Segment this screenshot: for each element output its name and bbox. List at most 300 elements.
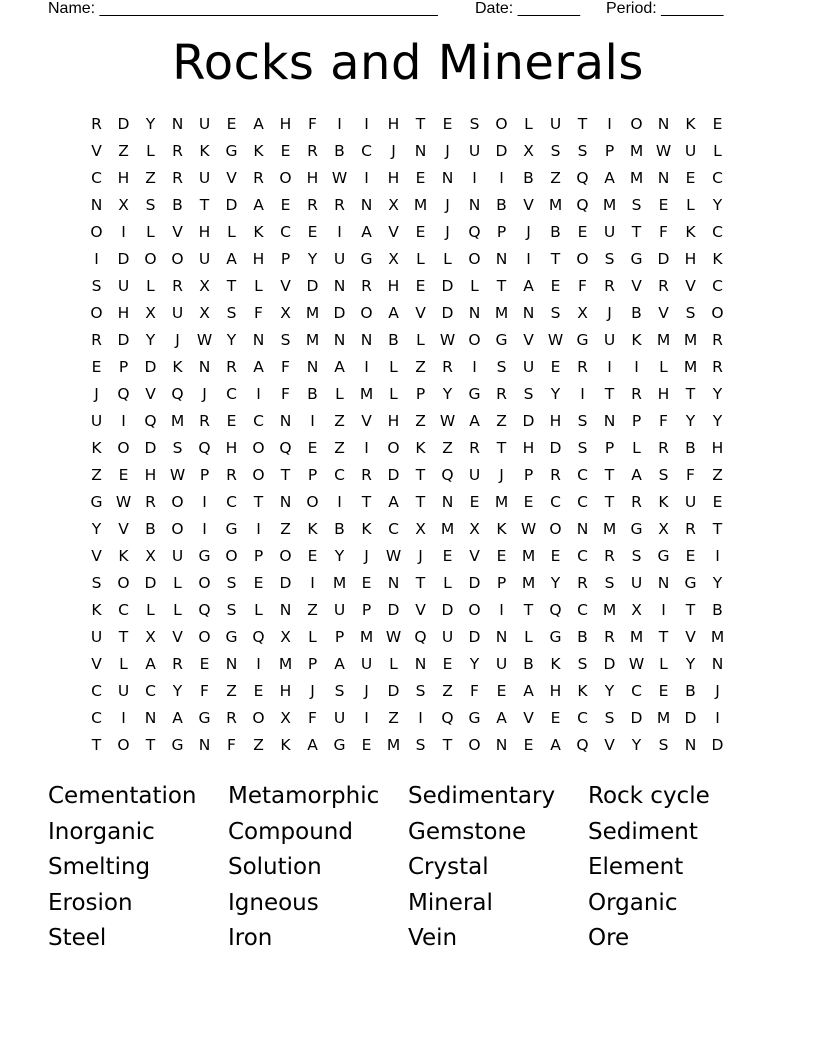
grid-letter: J — [364, 682, 369, 700]
grid-letter: N — [576, 520, 589, 538]
word-bank-item: Organic — [588, 889, 678, 916]
grid-letter: E — [307, 223, 318, 241]
grid-letter: Q — [414, 628, 427, 646]
grid-letter: G — [225, 520, 238, 538]
grid-letter: B — [685, 682, 696, 700]
grid-letter: W — [439, 331, 456, 349]
grid-letter: B — [307, 385, 318, 403]
grid-letter: A — [334, 358, 345, 376]
grid-letter: R — [631, 493, 642, 511]
grid-letter: D — [117, 331, 130, 349]
grid-letter: O — [468, 736, 481, 754]
grid-letter: Z — [388, 709, 399, 727]
grid-letter: U — [333, 709, 346, 727]
grid-letter: W — [331, 169, 348, 187]
grid-letter: M — [683, 331, 698, 349]
grid-letter: U — [333, 250, 346, 268]
grid-letter: I — [472, 358, 477, 376]
grid-letter: Q — [171, 385, 184, 403]
grid-letter: E — [442, 655, 453, 673]
grid-letter: O — [171, 250, 184, 268]
grid-letter: R — [577, 574, 588, 592]
grid-letter: J — [310, 682, 315, 700]
grid-letter: F — [281, 385, 290, 403]
grid-letter: M — [278, 655, 293, 673]
grid-letter: C — [334, 466, 345, 484]
grid-letter: W — [196, 331, 213, 349]
grid-letter: K — [685, 223, 696, 241]
word-bank-item: Ore — [588, 925, 630, 951]
grid-letter: Y — [145, 331, 156, 349]
word-bank-item: Smelting — [48, 854, 151, 880]
grid-letter: H — [117, 169, 130, 187]
grid-row — [83, 624, 733, 651]
grid-letter: R — [361, 466, 372, 484]
grid-letter: C — [577, 709, 588, 727]
grid-letter: O — [387, 439, 400, 457]
grid-letter: M — [305, 304, 320, 322]
grid-letter: L — [686, 196, 695, 214]
grid-row — [83, 651, 733, 678]
grid-letter: N — [198, 358, 211, 376]
grid-letter: U — [171, 304, 184, 322]
period-field-label: Period: _______ — [606, 0, 724, 17]
grid-letter: S — [577, 655, 588, 673]
grid-letter: U — [468, 142, 481, 160]
grid-letter: E — [469, 493, 480, 511]
grid-letter: C — [712, 277, 723, 295]
grid-letter: X — [469, 520, 480, 538]
grid-letter: U — [198, 169, 211, 187]
grid-letter: S — [469, 115, 480, 133]
grid-letter: I — [364, 709, 369, 727]
grid-letter: C — [145, 682, 156, 700]
grid-letter: V — [523, 331, 534, 349]
grid-letter: N — [684, 736, 697, 754]
grid-letter: E — [415, 277, 426, 295]
grid-row — [83, 273, 733, 300]
grid-letter: V — [280, 277, 291, 295]
grid-letter: J — [391, 142, 396, 160]
grid-letter: B — [523, 655, 534, 673]
grid-letter: E — [712, 493, 723, 511]
grid-letter: R — [712, 358, 723, 376]
grid-letter: N — [333, 277, 346, 295]
grid-letter: H — [279, 682, 292, 700]
grid-letter: Z — [442, 439, 453, 457]
grid-letter: Y — [631, 736, 642, 754]
grid-letter: L — [173, 574, 182, 592]
grid-letter: S — [145, 196, 156, 214]
grid-letter: Y — [442, 385, 453, 403]
grid-letter: U — [117, 277, 130, 295]
grid-letter: J — [715, 682, 720, 700]
grid-letter: P — [496, 223, 507, 241]
grid-letter: J — [607, 304, 612, 322]
grid-letter: I — [715, 547, 720, 565]
grid-letter: D — [603, 655, 616, 673]
grid-letter: C — [118, 601, 129, 619]
grid-letter: T — [496, 439, 507, 457]
grid-letter: V — [226, 169, 237, 187]
grid-letter: P — [118, 358, 129, 376]
grid-letter: T — [604, 466, 615, 484]
grid-letter: Q — [441, 709, 454, 727]
grid-letter: W — [439, 412, 456, 430]
grid-letter: T — [361, 493, 372, 511]
grid-letter: V — [685, 628, 696, 646]
grid-letter: R — [199, 412, 210, 430]
grid-letter: I — [364, 358, 369, 376]
grid-letter: P — [631, 412, 642, 430]
grid-letter: T — [415, 493, 426, 511]
grid-letter: K — [685, 115, 696, 133]
grid-letter: V — [415, 601, 426, 619]
grid-letter: K — [361, 520, 372, 538]
grid-letter: V — [523, 196, 534, 214]
grid-letter: F — [200, 682, 209, 700]
grid-letter: R — [604, 547, 615, 565]
grid-letter: V — [91, 142, 102, 160]
grid-letter: D — [657, 250, 670, 268]
grid-letter: N — [225, 655, 238, 673]
grid-letter: R — [226, 358, 237, 376]
grid-letter: A — [604, 169, 615, 187]
word-bank-item: Vein — [408, 925, 458, 951]
page-title: Rocks and Minerals — [172, 35, 644, 91]
grid-letter: K — [280, 736, 291, 754]
grid-letter: X — [145, 304, 156, 322]
grid-letter: L — [470, 277, 479, 295]
grid-letter: V — [91, 547, 102, 565]
grid-letter: K — [631, 331, 642, 349]
grid-letter: N — [468, 196, 481, 214]
grid-letter: Y — [145, 115, 156, 133]
grid-letter: G — [333, 736, 346, 754]
grid-letter: B — [685, 439, 696, 457]
grid-letter: M — [548, 196, 563, 214]
grid-letter: B — [631, 304, 642, 322]
grid-letter: G — [576, 331, 589, 349]
grid-letter: V — [685, 277, 696, 295]
grid-letter: Z — [307, 601, 318, 619]
grid-letter: C — [577, 601, 588, 619]
word-bank-item: Sediment — [588, 818, 698, 845]
grid-letter: W — [385, 628, 402, 646]
grid-letter: S — [685, 304, 696, 322]
grid-letter: G — [549, 628, 562, 646]
grid-letter: S — [631, 547, 642, 565]
grid-letter: R — [604, 628, 615, 646]
grid-letter: N — [387, 574, 400, 592]
grid-letter: Z — [415, 358, 426, 376]
grid-letter: G — [198, 547, 211, 565]
grid-letter: Y — [469, 655, 480, 673]
grid-letter: W — [169, 466, 186, 484]
grid-letter: J — [445, 223, 450, 241]
grid-row — [83, 597, 733, 624]
grid-letter: M — [602, 601, 617, 619]
grid-letter: I — [472, 169, 477, 187]
grid-letter: T — [631, 223, 642, 241]
grid-letter: S — [415, 736, 426, 754]
grid-letter: Q — [279, 439, 292, 457]
grid-letter: A — [334, 655, 345, 673]
grid-letter: N — [333, 331, 346, 349]
grid-letter: U — [90, 628, 103, 646]
grid-letter: Z — [415, 412, 426, 430]
grid-row — [83, 300, 733, 327]
grid-letter: C — [577, 547, 588, 565]
grid-letter: I — [364, 115, 369, 133]
word-bank-item: Igneous — [228, 889, 319, 916]
grid-letter: U — [171, 547, 184, 565]
grid-letter: I — [499, 169, 504, 187]
grid-letter: X — [280, 709, 291, 727]
word-bank-item: Gemstone — [408, 818, 527, 845]
grid-letter: T — [658, 628, 669, 646]
grid-letter: D — [117, 250, 130, 268]
grid-letter: K — [496, 520, 507, 538]
grid-letter: L — [443, 574, 452, 592]
word-bank-item: Cementation — [48, 783, 197, 809]
grid-letter: A — [631, 466, 642, 484]
grid-letter: D — [144, 358, 157, 376]
grid-letter: V — [172, 223, 183, 241]
grid-letter: C — [388, 520, 399, 538]
grid-letter: I — [499, 601, 504, 619]
grid-letter: C — [91, 682, 102, 700]
grid-letter: M — [629, 628, 644, 646]
name-field-label: Name: ______________________________________ — [48, 0, 438, 17]
grid-letter: Y — [550, 385, 561, 403]
grid-letter: Y — [550, 574, 561, 592]
grid-letter: Y — [91, 520, 102, 538]
grid-letter: T — [604, 385, 615, 403]
grid-letter: A — [253, 358, 264, 376]
grid-letter: P — [361, 601, 372, 619]
grid-letter: X — [658, 520, 669, 538]
grid-letter: I — [526, 250, 531, 268]
grid-letter: K — [91, 439, 102, 457]
grid-letter: M — [656, 709, 671, 727]
grid-letter: L — [389, 385, 398, 403]
grid-letter: F — [578, 277, 587, 295]
grid-letter: Z — [442, 682, 453, 700]
grid-letter: E — [496, 547, 507, 565]
word-bank-item: Steel — [48, 925, 107, 951]
grid-letter: J — [526, 223, 531, 241]
word-bank-item: Solution — [228, 854, 322, 880]
grid-letter: H — [549, 682, 562, 700]
grid-letter: R — [469, 439, 480, 457]
grid-letter: T — [685, 385, 696, 403]
grid-letter: H — [252, 250, 265, 268]
grid-letter: W — [115, 493, 132, 511]
grid-row — [83, 327, 733, 354]
grid-letter: X — [199, 277, 210, 295]
grid-letter: T — [91, 736, 102, 754]
grid-row — [83, 246, 733, 273]
grid-row — [83, 570, 733, 597]
grid-letter: Y — [226, 331, 237, 349]
grid-letter: R — [658, 439, 669, 457]
grid-letter: L — [416, 331, 425, 349]
grid-letter: T — [496, 277, 507, 295]
grid-letter: M — [602, 196, 617, 214]
word-bank-row — [48, 815, 768, 851]
grid-letter: Y — [712, 412, 723, 430]
grid-letter: O — [279, 169, 292, 187]
grid-row — [83, 516, 733, 543]
grid-letter: S — [577, 142, 588, 160]
grid-letter: N — [414, 142, 427, 160]
grid-letter: A — [550, 736, 561, 754]
grid-letter: I — [256, 385, 261, 403]
grid-letter: Q — [198, 439, 211, 457]
grid-letter: E — [415, 223, 426, 241]
grid-letter: D — [144, 574, 157, 592]
grid-letter: M — [332, 574, 347, 592]
word-bank-item: Sedimentary — [408, 783, 556, 809]
grid-letter: M — [440, 520, 455, 538]
grid-letter: D — [387, 682, 400, 700]
grid-letter: T — [415, 115, 426, 133]
grid-letter: C — [253, 412, 264, 430]
grid-letter: U — [441, 628, 454, 646]
grid-letter: L — [524, 628, 533, 646]
grid-letter: L — [308, 628, 317, 646]
grid-letter: I — [94, 250, 99, 268]
grid-letter: A — [253, 196, 264, 214]
grid-letter: S — [631, 196, 642, 214]
date-field-label: Date: _______ — [475, 0, 580, 17]
grid-letter: E — [496, 682, 507, 700]
grid-letter: A — [496, 709, 507, 727]
grid-letter: N — [171, 115, 184, 133]
grid-letter: N — [441, 493, 454, 511]
grid-letter: N — [522, 304, 535, 322]
grid-letter: H — [306, 169, 319, 187]
grid-letter: H — [522, 439, 535, 457]
grid-row — [83, 543, 733, 570]
grid-letter: N — [360, 331, 373, 349]
grid-letter: O — [225, 547, 238, 565]
word-bank-row — [48, 886, 768, 922]
grid-letter: W — [520, 520, 537, 538]
grid-letter: D — [441, 277, 454, 295]
grid-letter: N — [252, 331, 265, 349]
grid-letter: F — [686, 466, 695, 484]
grid-letter: L — [146, 142, 155, 160]
grid-letter: S — [91, 277, 102, 295]
grid-letter: L — [146, 601, 155, 619]
grid-letter: C — [361, 142, 372, 160]
grid-letter: Y — [712, 196, 723, 214]
grid-letter: N — [279, 493, 292, 511]
grid-letter: T — [415, 466, 426, 484]
grid-letter: S — [577, 439, 588, 457]
grid-row — [83, 489, 733, 516]
grid-letter: Z — [91, 466, 102, 484]
grid-letter: R — [442, 358, 453, 376]
grid-letter: O — [360, 304, 373, 322]
grid-letter: N — [495, 250, 508, 268]
grid-letter: S — [280, 331, 291, 349]
grid-letter: E — [442, 547, 453, 565]
word-bank-row — [48, 779, 768, 815]
grid-letter: O — [144, 250, 157, 268]
grid-letter: O — [117, 574, 130, 592]
grid-letter: I — [337, 115, 342, 133]
grid-letter: J — [175, 331, 180, 349]
grid-letter: Q — [198, 601, 211, 619]
grid-letter: I — [364, 439, 369, 457]
grid-letter: E — [442, 115, 453, 133]
grid-letter: H — [684, 250, 697, 268]
grid-letter: Y — [685, 655, 696, 673]
grid-letter: I — [256, 520, 261, 538]
grid-letter: O — [630, 115, 643, 133]
grid-letter: H — [144, 466, 157, 484]
grid-letter: G — [171, 736, 184, 754]
grid-letter: A — [253, 115, 264, 133]
grid-letter: H — [657, 385, 670, 403]
grid-letter: U — [198, 250, 211, 268]
grid-letter: X — [280, 304, 291, 322]
grid-letter: E — [685, 169, 696, 187]
grid-letter: E — [226, 412, 237, 430]
grid-letter: D — [522, 412, 535, 430]
grid-letter: C — [577, 466, 588, 484]
grid-letter: I — [715, 709, 720, 727]
grid-letter: D — [117, 115, 130, 133]
grid-letter: O — [468, 601, 481, 619]
grid-letter: H — [549, 412, 562, 430]
grid-letter: S — [226, 601, 237, 619]
grid-letter: K — [577, 682, 588, 700]
grid-letter: O — [279, 547, 292, 565]
grid-letter: X — [199, 304, 210, 322]
grid-letter: M — [386, 736, 401, 754]
grid-letter: P — [307, 655, 318, 673]
grid-letter: P — [334, 628, 345, 646]
grid-letter: X — [631, 601, 642, 619]
grid-letter: W — [655, 142, 672, 160]
grid-letter: T — [685, 601, 696, 619]
grid-letter: I — [661, 601, 666, 619]
grid-letter: M — [656, 331, 671, 349]
grid-letter: R — [361, 277, 372, 295]
grid-letter: G — [495, 331, 508, 349]
grid-letter: U — [630, 574, 643, 592]
grid-letter: T — [199, 196, 210, 214]
grid-letter: X — [145, 547, 156, 565]
grid-letter: B — [496, 196, 507, 214]
grid-letter: M — [494, 493, 509, 511]
grid-letter: X — [415, 520, 426, 538]
grid-letter: R — [226, 709, 237, 727]
grid-letter: Z — [280, 520, 291, 538]
word-bank-row — [48, 921, 768, 957]
grid-letter: X — [388, 250, 399, 268]
grid-letter: R — [334, 196, 345, 214]
grid-letter: L — [659, 358, 668, 376]
grid-letter: Q — [576, 196, 589, 214]
grid-letter: V — [658, 304, 669, 322]
grid-letter: R — [91, 331, 102, 349]
grid-letter: E — [523, 736, 534, 754]
